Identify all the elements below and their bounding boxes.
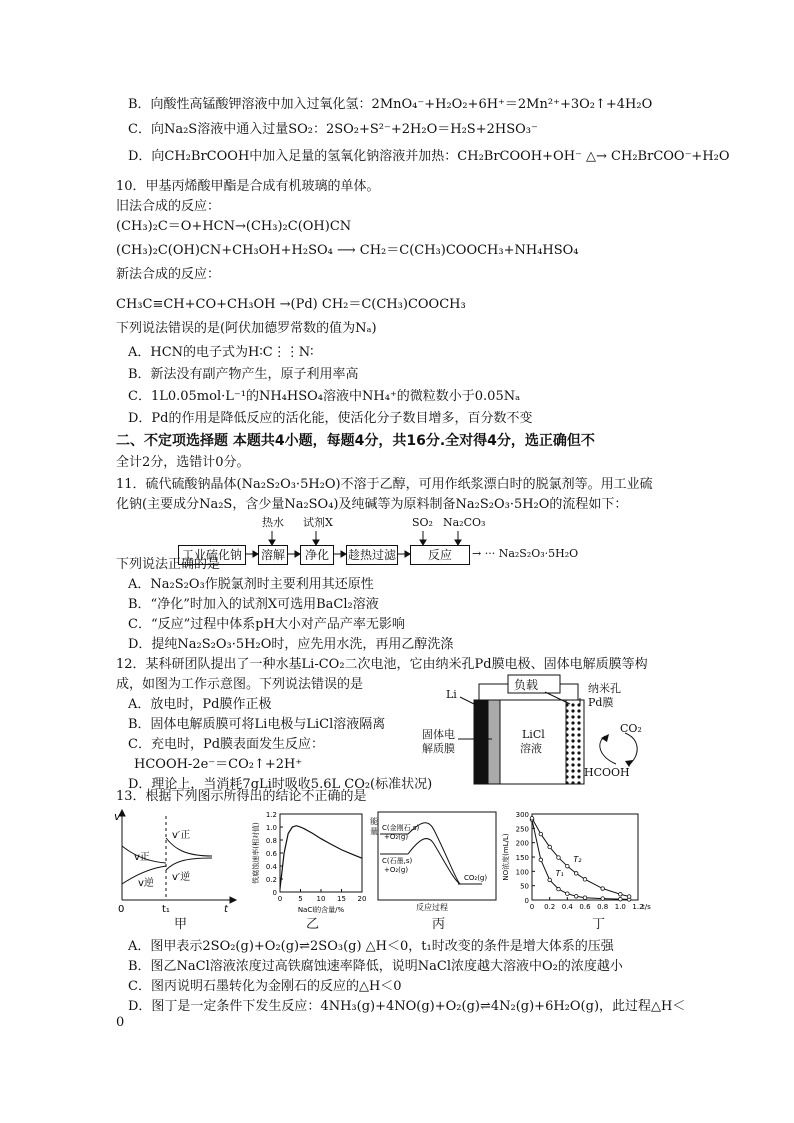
- q10-new-title: 新法合成的反应：: [116, 267, 221, 282]
- flow-box-dissolve: 溶解: [258, 545, 288, 565]
- chart-yi-xtick-label: 0: [277, 895, 283, 903]
- chart-ding-series-1-point: [530, 817, 534, 821]
- flow-box-purify: 净化: [300, 545, 334, 565]
- chart-ding-series-0-point: [574, 894, 578, 898]
- q12-stem-2: 成，如图为工作示意图。下列说法错误的是: [116, 677, 364, 692]
- chart-jia-v-reverse-prime: v′逆: [172, 872, 191, 883]
- chart-bing-ylabel: 能: [370, 817, 378, 826]
- pd-label: Pd膜: [588, 696, 614, 709]
- q10-option-a: A．HCN的电子式为H∶C⋮⋮N∶: [128, 345, 314, 360]
- flow-reagent-na2co3: Na₂CO₃: [443, 516, 486, 529]
- q11-option-b: B．“净化”时加入的试剂X可选用BaCl₂溶液: [128, 597, 379, 612]
- q11-stem-2: 化钠(主要成分Na₂S，含少量Na₂SO₄)及纯碱等为原料制备Na₂S₂O₃·5H₂O的流程如下：: [116, 497, 628, 512]
- licl-label-2: 溶液: [520, 742, 542, 755]
- chart-ding-ytick-label: 200: [515, 839, 529, 848]
- chart-ding-series-1-point: [619, 892, 623, 896]
- q12-option-d: D．理论上，当消耗7gLi时吸收5.6L CO₂(标准状况): [128, 777, 433, 792]
- chart-yi-xtick-label: 10: [316, 895, 326, 903]
- section-2-heading: 二、不定项选择题 本题共4小题，每题4分，共16分.全对得4分，选正确但不: [116, 433, 595, 449]
- chart-ding-ytick-label: 300: [515, 811, 529, 819]
- chart-ding-series-1-point: [627, 895, 631, 899]
- q9-option-c: C．向Na₂S溶液中通入过量SO₂：2SO₂+S²⁻+2H₂O＝H₂S+2HSO₃⁻: [128, 122, 538, 137]
- fig-label-bing: 丙: [432, 917, 446, 932]
- q12-stem-1: 12．某科研团队提出了一种水基Li-CO₂二次电池，它由纳米孔Pd膜电极、固体电解质膜等构: [116, 657, 648, 672]
- chart-ding-xtick-label: 0.8: [597, 903, 609, 911]
- chart-ding-ytick-label: 250: [515, 825, 529, 834]
- q11-question: 下列说法正确的是: [116, 557, 221, 572]
- chart-ding-series-0-point: [566, 892, 570, 896]
- chart-ding-series-0-point: [619, 897, 623, 901]
- chart-ding-series-0-label: T₁: [555, 868, 564, 878]
- q13-option-b: B．图乙NaCl溶液浓度过高铁腐蚀速率降低，说明NaCl浓度越大溶液中O₂的浓度越小: [128, 959, 623, 974]
- hcooh-label: HCOOH: [584, 766, 630, 779]
- chart-bing-diamond: C(金刚石,s): [382, 824, 420, 832]
- li-electrode: [474, 700, 488, 784]
- chart-ding-xtick-label: 0.2: [544, 903, 556, 911]
- chart-jia-ylabel: v: [114, 810, 121, 823]
- q10-option-c: C．1L0.05mol·L⁻¹的NH₄HSO₄溶液中NH₄⁺的微粒数小于0.05Nₐ: [128, 389, 521, 404]
- load-label: 负载: [514, 678, 539, 692]
- chart-yi-ytick-label: 0.6: [265, 850, 277, 858]
- fig-label-yi: 乙: [306, 917, 320, 932]
- chart-ding-series-0-point: [548, 878, 552, 882]
- chart-yi-ytick-label: 0.4: [265, 863, 277, 871]
- svg-text:量: 量: [370, 827, 378, 836]
- chart-ding-xtick-label: 0.6: [579, 903, 591, 911]
- q11-stem-1: 11．硫代硫酸钠晶体(Na₂S₂O₃·5H₂O)不溶于乙醇，可用作纸浆漂白时的脱氯剂等。用工业硫: [116, 477, 653, 492]
- chart-yi: [250, 806, 368, 918]
- chart-bing-co2: CO₂(g): [464, 874, 488, 882]
- fig-label-jia: 甲: [174, 917, 188, 932]
- chart-ding-series-1-point: [539, 832, 543, 836]
- chart-yi-series-line: [280, 826, 362, 889]
- q10-old-reaction-2: (CH₃)₂C(OH)CN+CH₃OH+H₂SO₄ ⟶ CH₂＝C(CH₃)COOCH₃+NH₄HSO₄: [116, 243, 579, 258]
- q12-option-c-equation: HCOOH-2e⁻＝CO₂↑+2H⁺: [134, 757, 303, 772]
- pd-membrane: [566, 700, 584, 784]
- q10-new-reaction: CH₃C≡CH+CO+CH₃OH →(Pd) CH₂＝C(CH₃)COOCH₃: [116, 297, 466, 312]
- chart-ding-series-1-point: [574, 872, 578, 876]
- chart-yi-xlabel: NaCl的含量/%: [297, 906, 345, 914]
- chart-ding-series-1-point: [548, 845, 552, 849]
- q10-stem: 10．甲基丙烯酸甲酯是合成有机玻璃的单体。: [116, 179, 380, 194]
- q13-option-c: C．图丙说明石墨转化为金刚石的反应的△H＜0: [128, 979, 402, 994]
- q10-old-reaction-1: (CH₃)₂C＝O+HCN→(CH₃)₂C(OH)CN: [116, 219, 352, 234]
- chart-ding-series-1-point: [557, 856, 561, 860]
- co2-label: CO₂: [620, 722, 642, 735]
- chart-ding-xtick-label: 1.2: [632, 903, 644, 911]
- chart-ding-series-1-point: [566, 864, 570, 868]
- q13-option-d: D．图丁是一定条件下发生反应：4NH₃(g)+4NO(g)+O₂(g)⇌4N₂(g)+6H₂O(g)，此过程△H＜: [128, 999, 686, 1014]
- chart-yi-ylabel: 铁腐蚀速率(相对值): [252, 822, 260, 884]
- chart-ding-ytick-label: 50: [520, 882, 529, 891]
- flow-reagent-x: 试剂X: [303, 516, 333, 529]
- section-2-heading-cont: 全计2分，选错计0分。: [116, 455, 250, 470]
- q12-option-c: C．充电时，Pd膜表面发生反应：: [128, 737, 325, 752]
- chart-yi-ytick-label: 0.8: [265, 837, 277, 845]
- chart-ding-series-0-point: [539, 858, 543, 862]
- q12-option-a: A．放电时，Pd膜作正极: [128, 697, 272, 712]
- licl-label-1: LiCl: [522, 728, 545, 741]
- chart-yi-xtick-label: 20: [357, 895, 367, 903]
- chart-ding-xtick-label: 1.0: [614, 903, 626, 911]
- chart-yi-ytick-label: 1.0: [265, 824, 277, 832]
- chart-jia-origin: 0: [118, 904, 125, 915]
- chart-jia-v-forward-prime: v′正: [172, 830, 191, 841]
- q13-option-a: A．图甲表示2SO₂(g)+O₂(g)⇌2SO₃(g) △H＜0，t₁时改变的条件是增大体系的压强: [128, 939, 614, 954]
- chart-bing-xlabel: 反应过程: [416, 903, 448, 912]
- chart-ding-ytick-label: 150: [515, 854, 529, 862]
- chart-yi-ytick-label: 1.2: [265, 811, 277, 819]
- q9-option-d: D．向CH₂BrCOOH中加入足量的氢氧化钠溶液并加热：CH₂BrCOOH+OH⁻ △→ CH₂BrCOO⁻+H₂O: [128, 149, 730, 164]
- chart-ding: [498, 806, 684, 918]
- nanopore-label: 纳米孔: [588, 682, 621, 695]
- chart-jia-v-reverse: v逆: [138, 878, 154, 889]
- battery-diagram: [420, 672, 660, 792]
- chart-ding-series-0-point: [583, 896, 587, 900]
- q10-option-b: B．新法没有副产物产生，原子利用率高: [128, 367, 359, 382]
- flow-reagent-so2: SO₂: [412, 516, 433, 529]
- chart-ding-xlabel: t/s: [642, 903, 651, 911]
- chart-bing-diamond-o2: +O₂(g): [384, 833, 409, 841]
- chart-ding-ytick-label: 0: [524, 897, 529, 905]
- q10-old-title: 旧法合成的反应：: [116, 199, 221, 214]
- q11-option-d: D．提纯Na₂S₂O₃·5H₂O时，应先用水洗，再用乙醇洗涤: [128, 637, 454, 652]
- chart-jia-xlabel: t: [224, 904, 228, 915]
- fig-label-ding: 丁: [592, 917, 606, 932]
- membrane-label-1: 固体电: [422, 728, 455, 741]
- chart-ding-series-1-point: [601, 887, 605, 891]
- q13-stem: 13．根据下列图示所得出的结论不正确的是: [116, 789, 367, 804]
- solid-electrolyte: [488, 700, 500, 784]
- q10-option-d: D．Pd的作用是降低反应的活化能，使活化分子数目增多，百分数不变: [128, 411, 533, 426]
- chart-ding-xtick-label: 0.4: [561, 903, 573, 911]
- chart-ding-frame: [532, 814, 638, 900]
- flow-product: → ··· Na₂S₂O₃·5H₂O: [472, 547, 579, 560]
- flow-box-industrial-na2s: 工业硫化钠: [178, 545, 246, 565]
- q13-option-d-cont: 0: [116, 1015, 125, 1030]
- flow-box-hot-filter: 趁热过滤: [346, 545, 398, 565]
- q11-option-c: C．“反应”过程中体系pH大小对产品产率无影响: [128, 617, 405, 632]
- q10-question: 下列说法错误的是(阿伏加德罗常数的值为Nₐ): [116, 321, 377, 336]
- chart-yi-ytick-label: 0.2: [265, 876, 277, 884]
- membrane-label-2: 解质膜: [422, 742, 455, 755]
- flow-reagent-hot-water: 热水: [262, 516, 284, 529]
- chart-bing-graphite: C(石墨,s): [382, 857, 413, 865]
- flow-box-react: 反应: [410, 545, 470, 565]
- chart-ding-series-0-point: [601, 897, 605, 901]
- chart-yi-xtick-label: 5: [298, 895, 303, 903]
- chart-jia-t1: t₁: [162, 904, 170, 915]
- q11-option-a: A．Na₂S₂O₃作脱氯剂时主要利用其还原性: [128, 577, 374, 592]
- li-label: Li: [446, 688, 457, 701]
- q12-option-b: B．固体电解质膜可将Li电极与LiCl溶液隔离: [128, 717, 386, 732]
- q9-option-b: B．向酸性高锰酸钾溶液中加入过氧化氢：2MnO₄⁻+H₂O₂+6H⁺＝2Mn²⁺+3O₂↑+4H₂O: [128, 97, 653, 112]
- chart-ding-ylabel: NO浓度(mL/L): [502, 833, 510, 881]
- chart-ding-xtick-label: 0: [529, 903, 535, 911]
- chart-yi-ytick-label: 0: [272, 889, 277, 897]
- chart-bing: [372, 810, 500, 918]
- chart-bing-graphite-o2: +O₂(g): [384, 866, 409, 874]
- chart-ding-series-1-label: T₂: [573, 855, 582, 865]
- chart-yi-xtick-label: 15: [337, 895, 346, 903]
- chart-ding-series-1-point: [583, 878, 587, 882]
- chart-jia: [112, 808, 242, 918]
- chart-ding-series-0-point: [557, 887, 561, 891]
- chart-jia-v-forward: v正: [134, 852, 150, 863]
- chart-ding-ytick-label: 100: [515, 868, 529, 877]
